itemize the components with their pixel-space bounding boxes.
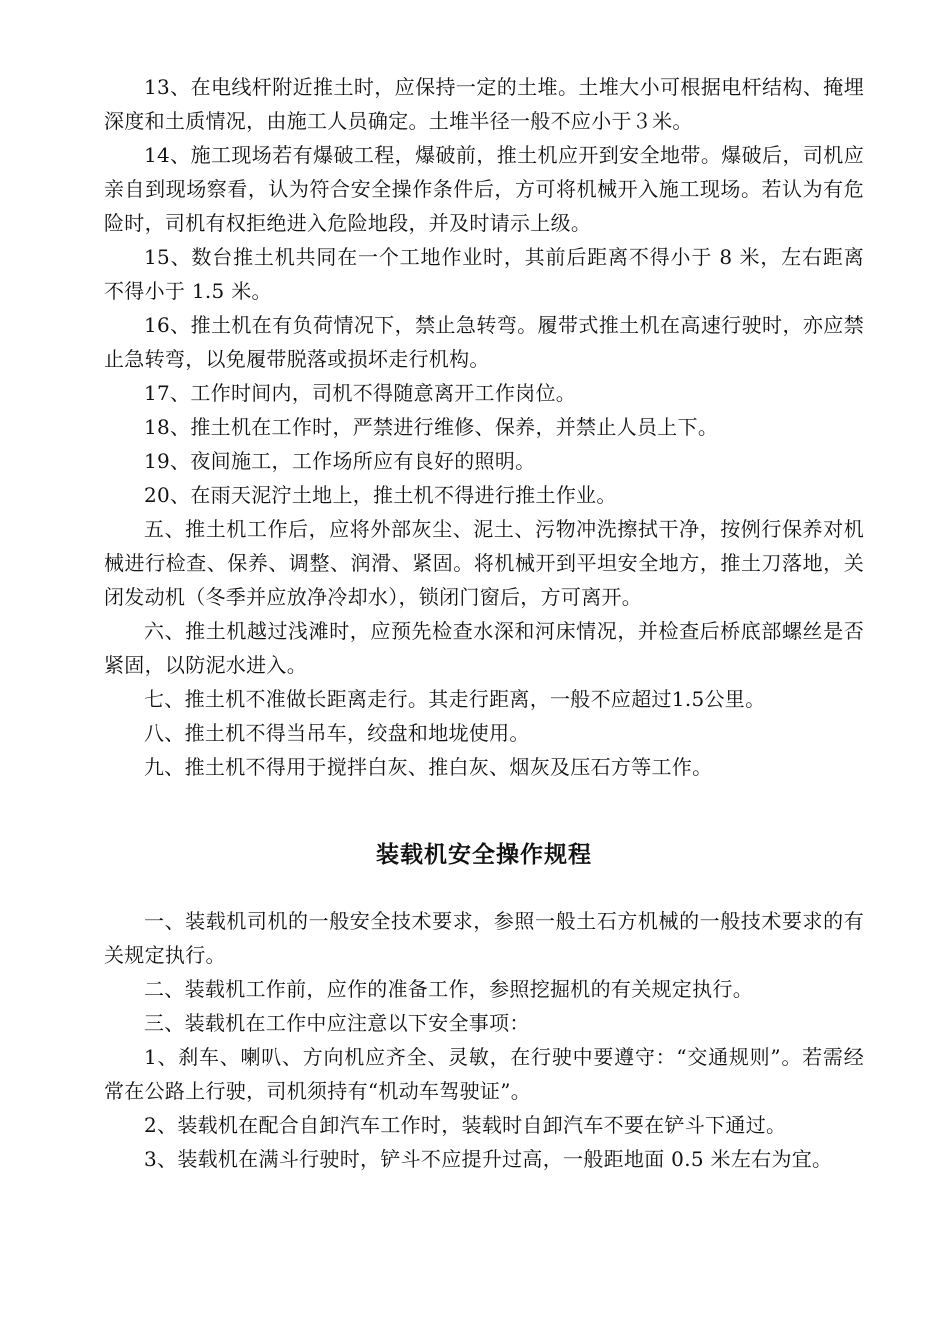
paragraph: 三、装载机在工作中应注意以下安全事项：: [144, 1011, 530, 1035]
section-title: 装载机安全操作规程: [376, 842, 592, 868]
paragraph: 六、推土机越过浅滩时，应预先检查水深和河床情况，并检查后桥底部螺丝是否紧固，以防泥水进入。: [104, 619, 864, 677]
paragraph: 14、施工现场若有爆破工程，爆破前，推土机应开到安全地带。爆破后，司机应亲自到现场察看，认为符合安全操作条件后，方可将机械开入施工现场。若认为有危险时，司机有权拒绝进入危险地段，并及时请示上级。: [104, 143, 864, 235]
paragraph: 五、推土机工作后，应将外部灰尘、泥土、污物冲洗擦拭干净，按例行保养对机械进行检查、保养、调整、润滑、紧固。将机械开到平坦安全地方，推土刀落地，关闭发动机（冬季并应放净冷却水），锁闭门窗后，方可离开。: [104, 517, 864, 609]
paragraph: 一、装载机司机的一般安全技术要求，参照一般土石方机械的一般技术要求的有关规定执行。: [104, 909, 864, 967]
paragraph: 1、刹车、喇叭、方向机应齐全、灵敏，在行驶中要遵守：“交通规则”。若需经常在公路上行驶，司机须持有“机动车驾驶证”。: [104, 1045, 864, 1103]
paragraph: 15、数台推土机共同在一个工地作业时，其前后距离不得小于 8 米，左右距离不得小于 1.5 米。: [104, 245, 864, 303]
paragraph: 18、推土机在工作时，严禁进行维修、保养，并禁止人员上下。: [144, 415, 719, 439]
paragraph: 3、装载机在满斗行驶时，铲斗不应提升过高，一般距地面 0.5 米左右为宜。: [144, 1147, 833, 1171]
paragraph: 13、在电线杆附近推土时，应保持一定的土堆。土堆大小可根据电杆结构、掩埋深度和土质情况，由施工人员确定。土堆半径一般不应小于３米。: [104, 75, 864, 133]
paragraph: 19、夜间施工，工作场所应有良好的照明。: [144, 449, 536, 473]
section-spacer: [104, 784, 864, 838]
paragraph: 17、工作时间内，司机不得随意离开工作岗位。: [144, 381, 577, 405]
paragraph: 二、装载机工作前，应作的准备工作，参照挖掘机的有关规定执行。: [144, 977, 753, 1001]
document-page: [104, 70, 864, 1176]
title-spacer: [104, 872, 864, 904]
paragraph: 2、装载机在配合自卸汽车工作时，装载时自卸汽车不要在铲斗下通过。: [144, 1113, 787, 1137]
section-bulldozer-rules: [104, 70, 864, 784]
paragraph: 20、在雨天泥泞土地上，推土机不得进行推土作业。: [144, 483, 617, 507]
section-loader-rules: [104, 904, 864, 1176]
paragraph: 16、推土机在有负荷情况下，禁止急转弯。履带式推土机在高速行驶时，亦应禁止急转弯，以免履带脱落或损坏走行机构。: [104, 313, 864, 371]
paragraph: 九、推土机不得用于搅拌白灰、推白灰、烟灰及压石方等工作。: [144, 755, 713, 779]
paragraph: 八、推土机不得当吊车，绞盘和地垅使用。: [144, 721, 530, 745]
paragraph: 七、推土机不准做长距离走行。其走行距离，一般不应超过1.5公里。: [144, 687, 766, 711]
